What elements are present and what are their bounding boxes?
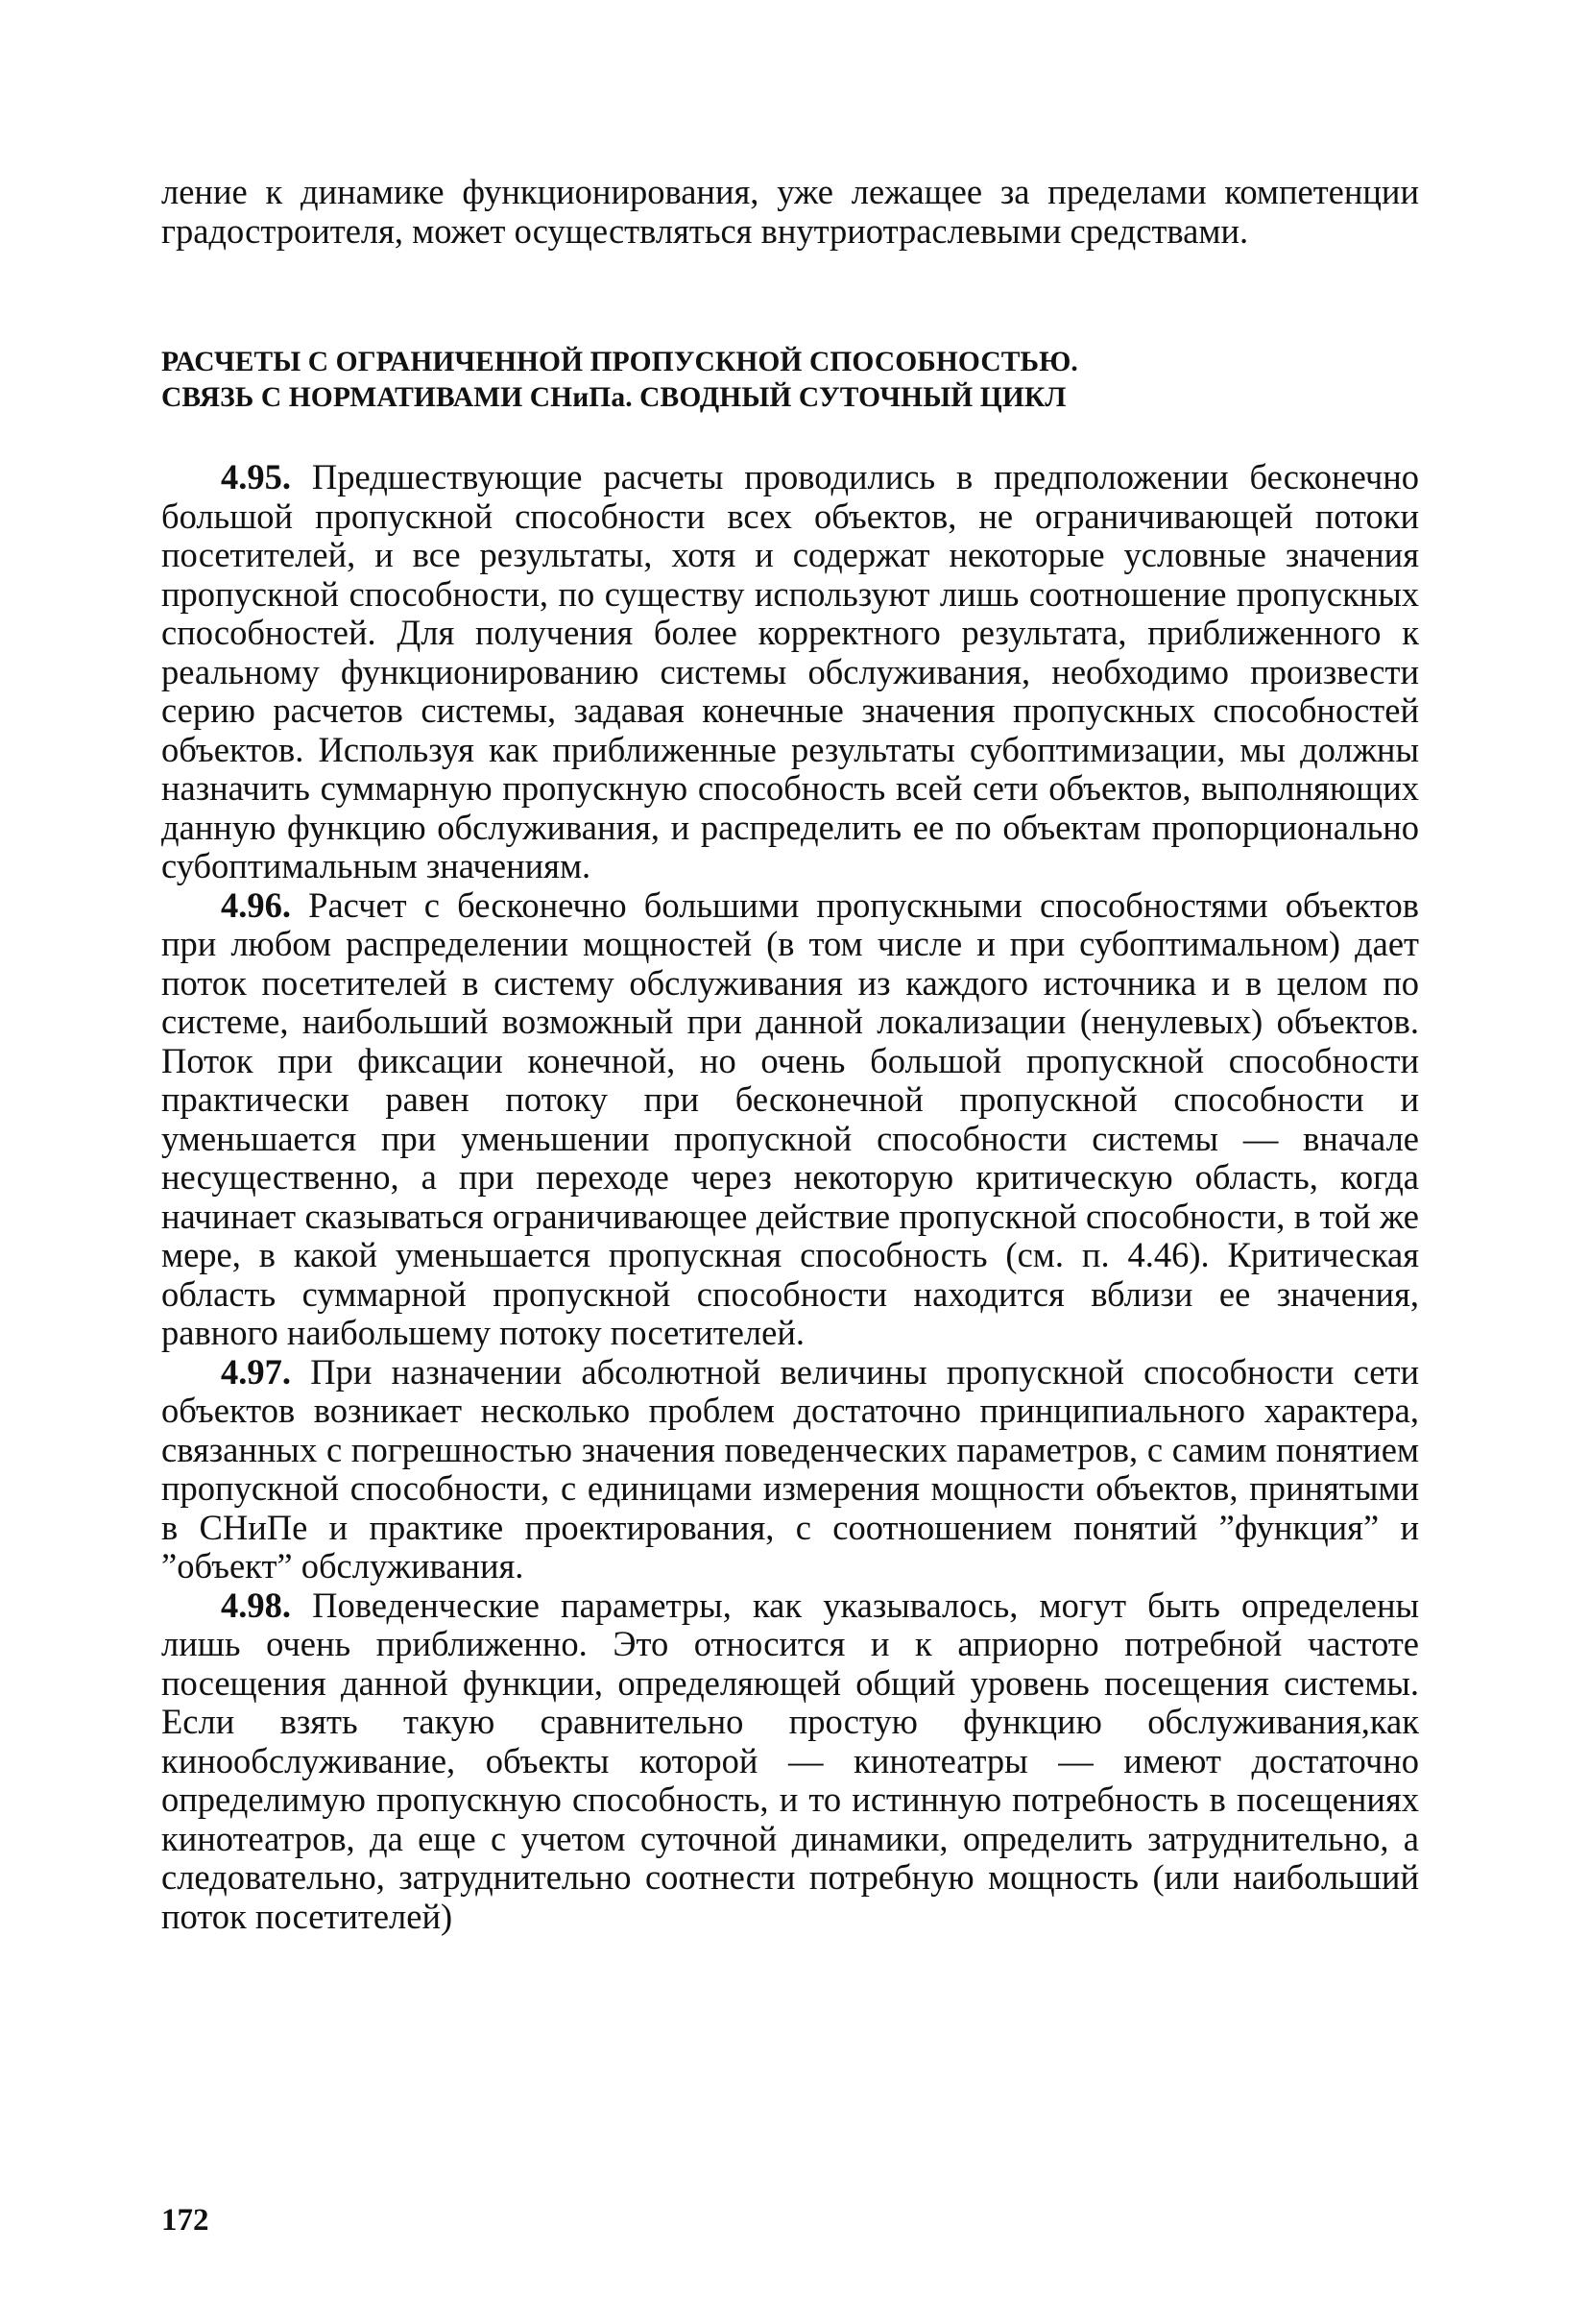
section-heading-line-1: РАСЧЕТЫ С ОГРАНИЧЕННОЙ ПРОПУСКНОЙ СПОСОБНОСТЬЮ. bbox=[161, 347, 1078, 377]
section-heading bbox=[161, 345, 1419, 416]
paragraph-number: 4.95. bbox=[221, 457, 291, 496]
paragraph-text: При назначении абсолютной величины пропускной способности сети объектов возникает несколько проблем достаточно принципиального характера, связанных с погрешностью значения поведенческих параметров, с самим понятием пропускной способности, с единицами измерения мощности объектов, принятыми в СНиПе и практике проектирования, с соотношением понятий ”функция” и ”объект” обслуживания. bbox=[161, 1351, 1419, 1586]
paragraph-number: 4.97. bbox=[221, 1351, 291, 1392]
paragraph-text: Поведенческие параметры, как указывалось, могут быть определены лишь очень приближенно. Это относится и к априорно потребной частоте посещения данной функции, определяющей общий уровень посещения системы. Если взять такую сравнительно простую функцию обслуживания,как кинообслуживание, объекты которой — кинотеатры — имеют достаточно определимую пропускную способность, и то истинную потребность в посещениях кинотеатров, да еще с учетом суточной динамики, определить затруднительно, а следовательно, затруднительно соотнести потребную мощность (или наибольший поток посетителей) bbox=[161, 1585, 1419, 1936]
paragraph-4-95 bbox=[161, 458, 1419, 886]
paragraph-text: Предшествующие расчеты проводились в предположении бесконечно большой пропускной способности всех объектов, не ограничивающей потоки посетителей, и все результаты, хотя и содержат некоторые условные значения пропускной способности, по существу используют лишь соотношение пропускных способностей. Для получения более корректного результата, приближенного к реальному функционированию системы обслуживания, необходимо произвести серию расчетов системы, задавая конечные значения пропускных способностей объектов. Используя как приближенные результаты субоптимизации, мы должны назначить суммарную пропускную способность всей сети объектов, выполняющих данную функцию обслуживания, и распределить ее по объектам пропорционально субоптимальным значениям. bbox=[161, 457, 1419, 885]
paragraph-text: Расчет с бесконечно большими пропускными способностями объектов при любом распределении мощностей (в том числе и при субоптимальном) дает поток посетителей в систему обслуживания из каждого источника и в целом по системе, наибольший возможный при данной локализации (ненулевых) объектов. Поток при фиксации конечной, но очень большой пропускной способности практически равен потоку при бесконечной пропускной способности и уменьшается при уменьшении пропускной способности системы — вначале несущественно, а при переходе через некоторую критическую область, когда начинает сказываться ограничивающее действие пропускной способности, в той же мере, в какой уменьшается пропускная способность (см. п. 4.46). Критическая область суммарной пропускной способности находится вблизи ее значения, равного наибольшему потоку посетителей. bbox=[161, 884, 1419, 1352]
paragraph-4-96 bbox=[161, 886, 1419, 1353]
text-block bbox=[161, 173, 1419, 1936]
page-number: 172 bbox=[161, 2203, 209, 2238]
continued-paragraph: ление к динамике функционирования, уже лежащее за пределами компетенции градостроителя, может осуществляться внутриотраслевыми средствами. bbox=[161, 172, 1419, 251]
paragraph-4-98 bbox=[161, 1586, 1419, 1937]
paragraph-number: 4.96. bbox=[221, 884, 291, 925]
paragraph-number: 4.98. bbox=[221, 1585, 291, 1625]
paragraph-4-97 bbox=[161, 1353, 1419, 1586]
section-heading-line-2: СВЯЗЬ С НОРМАТИВАМИ СНиПа. СВОДНЫЙ СУТОЧНЫЙ ЦИКЛ bbox=[161, 382, 1067, 413]
